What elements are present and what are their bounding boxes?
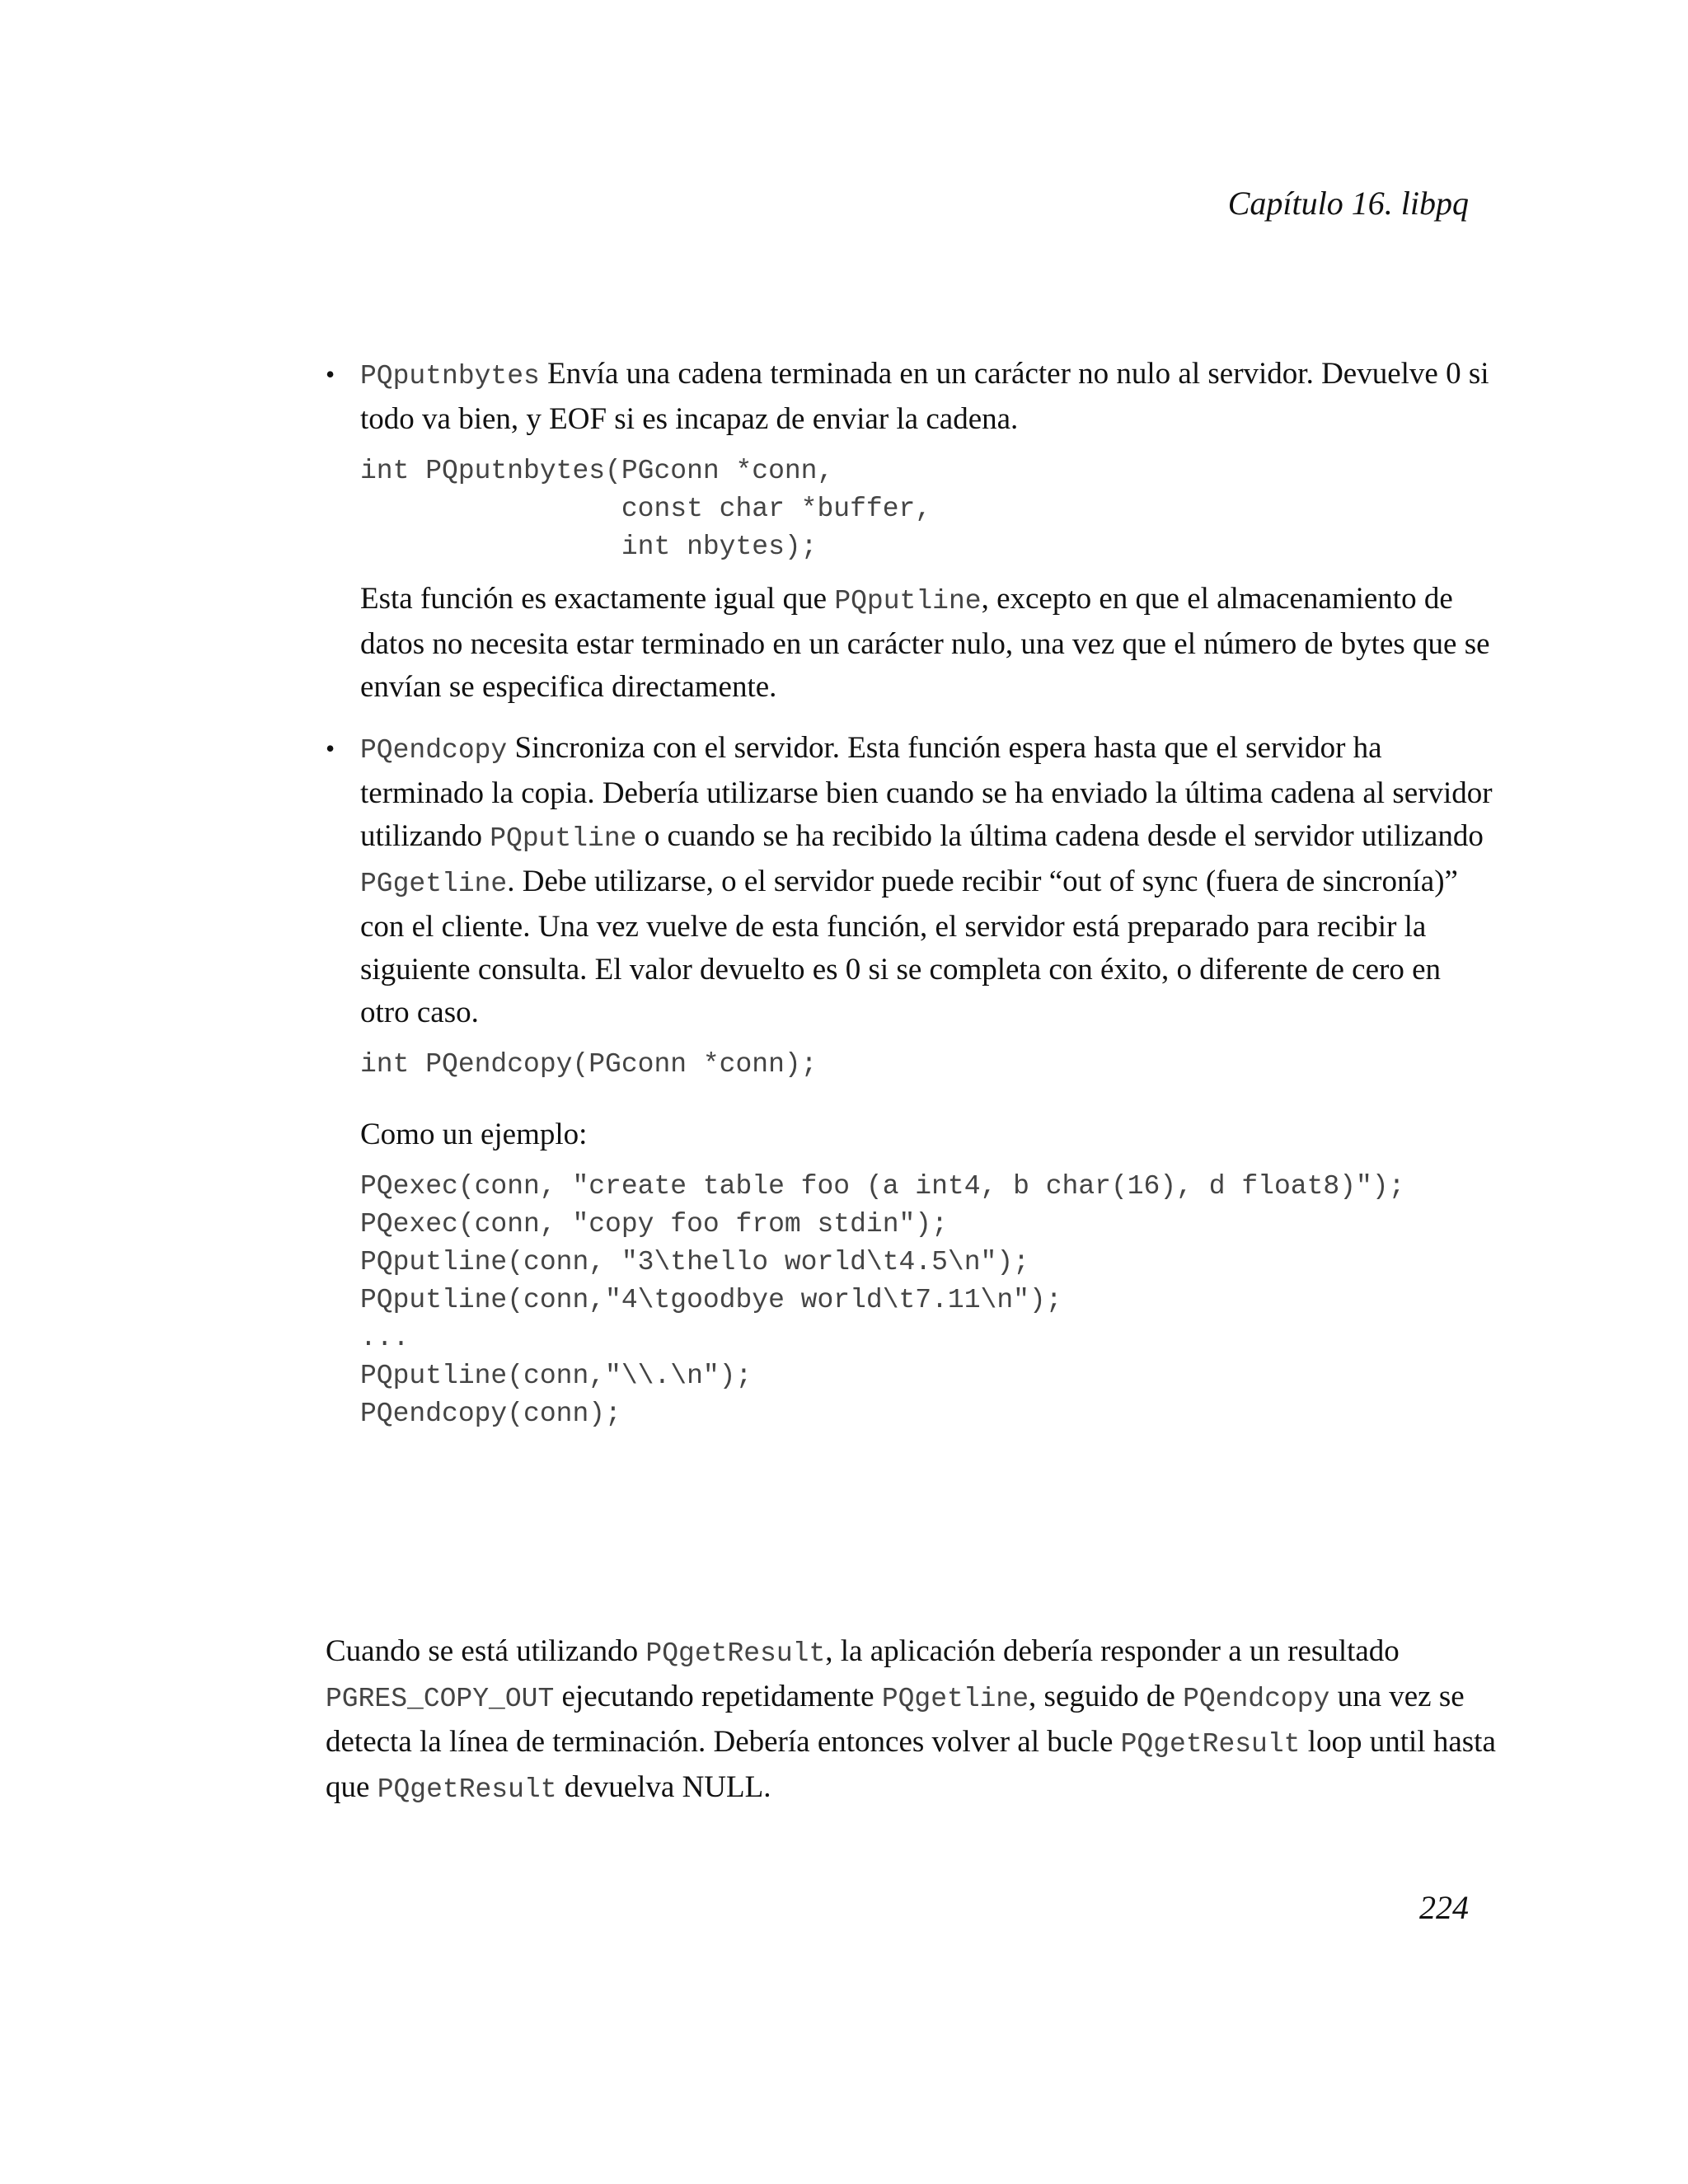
description-text: . Debe utilizarse, o el servidor puede recibir “out of sync (fuera de sincronía)” con el cliente. Una vez vuelve de esta función, el servidor está preparado para recibir la siguiente consulta. El valor devuelto es 0 si se completa con éxito, o diferente de cero en otro caso.: [360, 865, 1458, 1029]
inline-code: PQendcopy: [1183, 1684, 1330, 1714]
inline-code: PGRES_COPY_OUT: [326, 1684, 555, 1714]
list-item-pqendcopy: [326, 727, 1496, 1433]
list-item-pqputnbytes: [326, 353, 1496, 709]
description-text: o cuando se ha recibido la última cadena desde el servidor utilizando: [636, 819, 1484, 853]
text: Cuando se está utilizando: [326, 1634, 646, 1668]
description-text: Envía una cadena terminada en un carácter no nulo al servidor. Devuelve 0 si todo va bien, y EOF si es incapaz de enviar la cadena.: [360, 357, 1489, 436]
code-block-signature: int PQendcopy(PGconn *conn);: [360, 1049, 818, 1080]
inline-code: PQputline: [834, 586, 982, 616]
closing-text: [326, 1630, 1512, 1811]
inline-code: PQputline: [490, 823, 637, 854]
text: , seguido de: [1029, 1680, 1184, 1713]
text: loop until hasta que: [326, 1725, 1496, 1804]
closing-paragraph: [326, 1630, 1512, 1811]
description-text: Sincroniza con el servidor. Esta función espera hasta que el servidor ha terminado la copia. Debería utilizarse bien cuando se ha enviado la última cadena al servidor utilizando: [360, 731, 1493, 853]
code-block-example: PQexec(conn, "create table foo (a int4, b char(16), d float8)"); PQexec(conn, "copy foo from stdin"); PQputline(conn, "3\thello world\t4.5\n"); PQputline(conn,"4\tgoodbye world\t7.11\n"); ... PQputline(conn,"\\.\n"); PQendcopy(conn);: [360, 1171, 1405, 1429]
inline-code: PGgetline: [360, 869, 508, 899]
chapter-header: Capítulo 16. libpq: [1227, 185, 1469, 222]
function-name: PQputnbytes: [360, 361, 540, 391]
page-number: 224: [1419, 1889, 1469, 1926]
text: devuelva NULL.: [556, 1770, 771, 1804]
bullet-icon: •: [326, 359, 335, 389]
text: , la aplicación debería responder a un resultado: [825, 1634, 1400, 1668]
inline-code: PQgetResult: [377, 1774, 557, 1805]
item-note: [360, 578, 1496, 709]
bullet-icon: •: [326, 733, 335, 763]
item-description: [360, 353, 1496, 441]
main-content: [326, 353, 1496, 1433]
function-name: PQendcopy: [360, 735, 508, 766]
item-description: [360, 727, 1496, 1034]
text: ejecutando repetidamente: [554, 1680, 882, 1713]
note-text: Esta función es exactamente igual que: [360, 582, 835, 616]
note-text: , excepto en que el almacenamiento de datos no necesita estar terminado en un carácter nulo, una vez que el número de bytes que se envían se especifica directamente.: [360, 582, 1490, 704]
inline-code: PQgetResult: [645, 1638, 826, 1669]
inline-code: PQgetResult: [1120, 1729, 1301, 1760]
inline-code: PQgetline: [881, 1684, 1029, 1714]
example-label: Como un ejemplo:: [360, 1118, 588, 1151]
text: una vez se detecta la línea de terminación. Debería entonces volver al bucle: [326, 1680, 1465, 1759]
code-block-signature: int PQputnbytes(PGconn *conn, const char *buffer, int nbytes);: [360, 456, 932, 562]
